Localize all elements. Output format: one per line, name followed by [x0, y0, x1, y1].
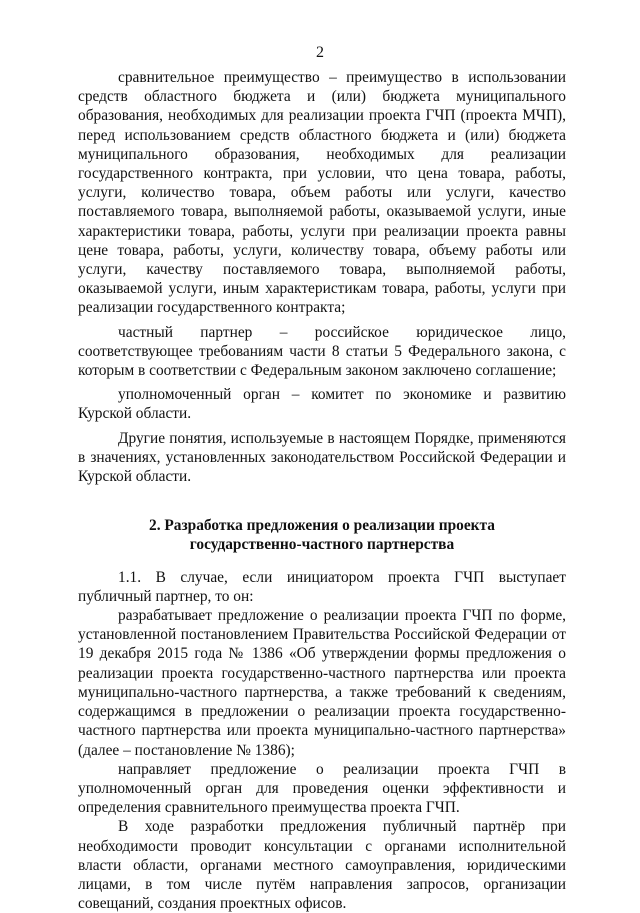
paragraph-comparative-advantage: сравнительное преимущество – преимущество в использовании средств областного бюджета и (или) бюджета муниципального образования, необходимых для реализации проекта ГЧП (проекта МЧП), перед использованием средств областного бюджета и (или) бюджета муниципального образования, необходимых для реализации государственного контракта, при условии, что цена товара, работы, услуги, количество товара, объем работы или услуги, качество поставляемого товара, выполняемой работы, оказываемой услуги, иные характеристики товара, работы, услуги при реализации проекта равны цене товара, работы, услуги, количеству товара, объему работы или услуги, качеству поставляемого товара, выполняемой работы, оказываемой услуги, иным характеристикам товара, работы, услуги при реализации государственного контракта; [78, 69, 566, 317]
paragraph-consultations: В ходе разработки предложения публичный партнёр при необходимости проводит консультации с органами исполнительной власти области, органами местного самоуправления, юридическими лицами, в том числе путём направления запросов, организации совещаний, создания проектных офисов. [78, 818, 566, 913]
section-heading-line-2: государственно-частного партнерства [189, 536, 455, 554]
paragraph-sends-proposal: направляет предложение о реализации проекта ГЧП в уполномоченный орган для проведения оценки эффективности и определения сравнительного преимущества проекта ГЧП. [78, 760, 566, 817]
section-heading [78, 516, 566, 554]
paragraph-develops-proposal: разрабатывает предложение о реализации проекта ГЧП по форме, установленной постановлением Правительства Российской Федерации от 19 декабря 2015 года № 1386 «Об утверждении формы предложения о реализации проекта государственно-частного партнерства или проекта муниципально-частного партнерства, а также требований к сведениям, содержащимся в предложении о реализации проекта государственно-частного партнерства или проекта муниципально-частного партнерства» (далее – постановление № 1386); [78, 607, 566, 759]
paragraph-private-partner: частный партнер – российское юридическое лицо, соответствующее требованиям части 8 статьи 5 Федерального закона, с которым в соответствии с Федеральным законом заключено соглашение; [78, 323, 566, 380]
paragraph-other-terms: Другие понятия, используемые в настоящем Порядке, применяются в значениях, установленных законодательством Российской Федерации и Курской области. [78, 429, 566, 486]
paragraph-1-1: 1.1. В случае, если инициатором проекта ГЧП выступает публичный партнер, то он: [78, 568, 566, 605]
section-heading-line-1: 2. Разработка предложения о реализации проекта [149, 517, 495, 535]
page-number: 2 [316, 44, 324, 61]
document-body [78, 68, 566, 913]
paragraph-authorized-body: уполномоченный орган – комитет по экономике и развитию Курской области. [78, 386, 566, 423]
